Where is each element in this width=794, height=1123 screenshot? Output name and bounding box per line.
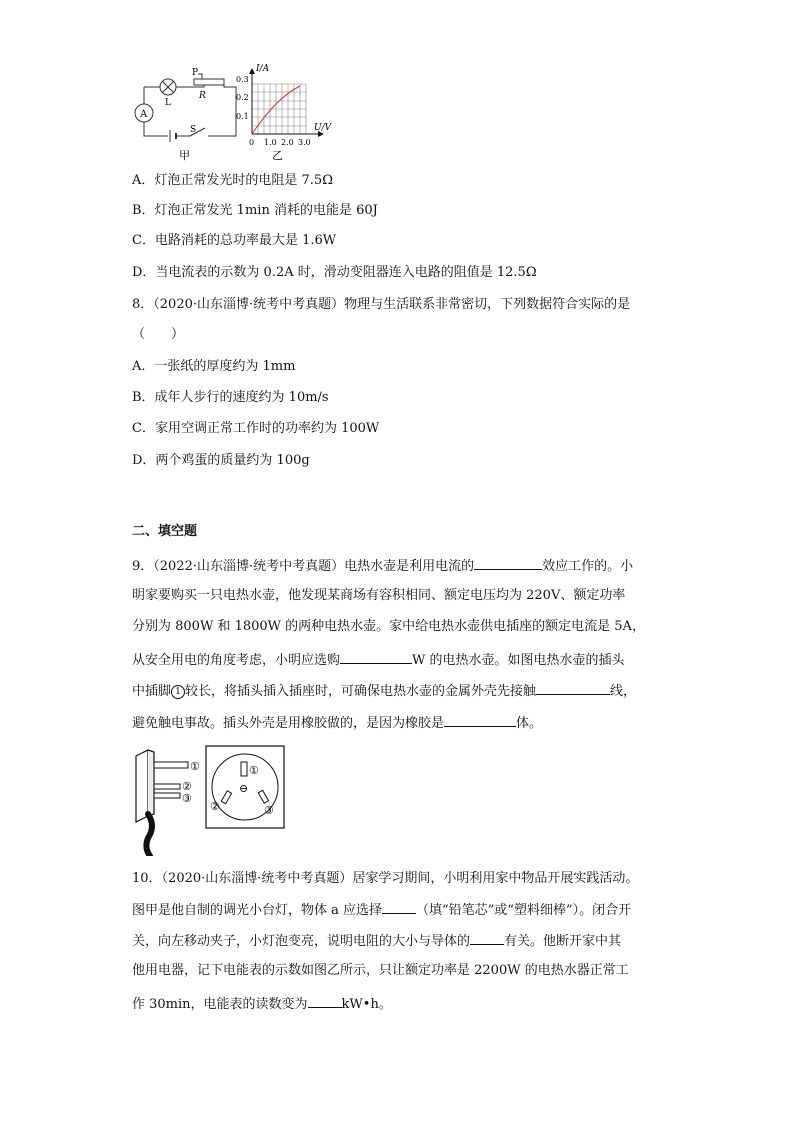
question-text: 中插脚 1 较长，将插头插入插座时，可确保电热水壶的金属外壳先接触 线，: [132, 681, 636, 701]
question-text: 避免触电事故。插头外壳是用橡胶做的，是因为橡胶是 体。: [132, 713, 542, 733]
circuit-caption: 甲: [179, 149, 190, 162]
resistor-label: R: [199, 91, 206, 101]
lamp-label: L: [165, 98, 171, 108]
question-text: 明家要购买一只电热水壶，他发现某商场有容积相同、额定电压均为 220V、额定功率: [132, 588, 626, 603]
y-tick-label: 0.2: [236, 93, 249, 102]
question-text: 分别为 800W 和 1800W 的两种电热水壶。家中给电热水壶供电插座的额定电流是 5A，: [132, 619, 645, 634]
answer-blank[interactable]: [536, 681, 610, 695]
plug-icon: [136, 750, 148, 822]
resistor-icon: [194, 79, 224, 85]
question-text: 图甲是他自制的调光小台灯，物体 a 应选择 （填“铅笔芯”或“塑料细棒”）。闭合开: [132, 900, 631, 920]
slider-arrow-icon: [198, 74, 202, 79]
section-title: 二、填空题: [132, 524, 198, 539]
question-text: 9．（2022·山东淄博·统考中考真题）电热水壶是利用电流的 效应工作的。小: [132, 556, 633, 576]
question-text: 关，向左移动夹子，小灯泡变亮，说明电阻的大小与导体的 有关。他断开家中其: [132, 931, 621, 951]
x-tick-label: 3.0: [298, 138, 311, 147]
question-stem: 8．（2020·山东淄博·统考中考真题）物理与生活联系非常密切，下列数据符合实际的是: [132, 297, 631, 312]
option-d: D．当电流表的示数为 0.2A 时，滑动变阻器连入电路的阻值是 12.5Ω: [132, 265, 537, 280]
x-tick-label: 2.0: [281, 138, 294, 147]
y-axis-label: I/A: [256, 64, 270, 74]
question-text: 作 30min，电能表的读数变为 kW•h。: [132, 994, 392, 1014]
circuit-diagram: [132, 60, 342, 164]
answer-blank[interactable]: [340, 650, 412, 664]
y-tick-label: 0.1: [236, 112, 249, 121]
option-b: B．灯泡正常发光 1min 消耗的电能是 60J: [132, 203, 378, 218]
answer-blank[interactable]: [470, 931, 504, 945]
iu-graph: [236, 64, 333, 162]
socket-hole-label: ③: [264, 804, 274, 817]
x-tick-label: 1.0: [264, 138, 277, 147]
option-c: C．电路消耗的总功率最大是 1.6W: [132, 233, 337, 248]
socket-hole-label: ②: [210, 800, 220, 813]
circled-number: 1: [171, 685, 185, 699]
pin-label: ①: [190, 760, 200, 773]
answer-blank[interactable]: [308, 994, 342, 1008]
answer-blank[interactable]: [382, 900, 416, 914]
figure-circuit-and-graph: [132, 60, 342, 164]
graph-caption: 乙: [272, 149, 283, 162]
ammeter-label: A: [140, 109, 148, 120]
y-tick-label: 0.3: [236, 75, 249, 84]
question-text: 他用电器，记下电能表的示数如图乙所示，只让额定功率是 2200W 的电热水器正常工: [132, 963, 629, 978]
option-d: D．两个鸡蛋的质量约为 100g: [132, 453, 310, 468]
option-b: B．成年人步行的速度约为 10m/s: [132, 390, 329, 405]
pin-label: ②: [182, 780, 192, 793]
option-a: A．灯泡正常发光时的电阻是 7.5Ω: [132, 173, 333, 188]
option-c: C．家用空调正常工作时的功率约为 100W: [132, 421, 380, 436]
question-stem: 10．（2020·山东淄博·统考中考真题）居家学习期间，小明利用家中物品开展实践活动。: [132, 871, 639, 886]
answer-blank[interactable]: [444, 713, 516, 727]
answer-paren: （ ）: [132, 327, 185, 342]
pin-label: ③: [182, 792, 192, 805]
question-text: 从安全用电的角度考虑，小明应选购 W 的电热水壶。如图电热水壶的插头: [132, 650, 625, 670]
slider-label: P: [192, 68, 199, 78]
answer-blank[interactable]: [474, 556, 542, 570]
plug-socket-figure: [128, 744, 288, 856]
ground-symbol: ⊖: [239, 782, 249, 795]
option-a: A．一张纸的厚度约为 1mm: [132, 359, 296, 374]
origin-label: 0: [249, 138, 255, 147]
socket-hole-label: ①: [249, 764, 259, 777]
x-axis-label: U/V: [314, 123, 332, 133]
switch-label: S: [190, 125, 197, 135]
